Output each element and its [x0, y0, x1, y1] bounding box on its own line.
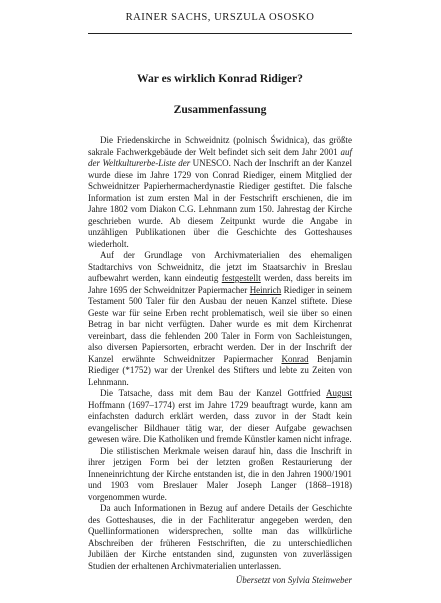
text-run: Hoffmann (1697–1774) erst im Jahre 1729 beauftragt wurde, kann am einfachsten dadurch erklärt werden, dass zuvor in der Stadt kein evangelischer Bildhauer tätig war, der dieser Aufgabe gewachsen gewesen wäre. Die Katholiken und fremde Künstler kamen nicht infrage.: [88, 399, 352, 444]
translator-credit: Übersetzt von Sylvia Steinweber: [235, 575, 352, 585]
underlined-run: August: [325, 388, 352, 398]
underlined-run: Konrad: [281, 353, 309, 364]
section-title: Zusammenfassung: [173, 103, 267, 116]
paragraph-1: [88, 135, 352, 250]
italic-run: auf der Weltkulturerbe-Liste der: [88, 146, 352, 168]
text-run: UNESCO. Nach der Inschrift an der Kanzel wurde diese im Jahre 1729 von Conrad Riediger, einem Mitglied der Schweidnitzer Papierhermacherdynastie Riediger gestiftet. Die falsche Information ist zum ersten Mal in der Festschrift erschienen, die im Jahre 1802 vom Diakon C.G. Lehnmann zum 150. Jahrestag der Kirche geschrieben wurde. Ab diesem Zeitpunkt wurde die Angabe in unzähligen Publikationen über die Geschichte des Gotteshauses wiederholt.: [88, 158, 352, 249]
underlined-run: festgestellt: [221, 273, 261, 283]
text-run: Riediger in seinem Testament 500 Taler für den Ausbau der neuen Kanzel stiftete. Diese Geste war für seine Erben recht problematisch, weil sie über so einen Betrag in bar nicht verfügten. Daher wurde es mit dem Kirchenrat vereinbart, dass die fehlenden 200 Taler in Form von Sachleistungen, also diversen Papiersorten, erbracht werden. Der in der Inschrift der Kanzel erwähnte Schweidnitzer Papiermacher: [88, 284, 353, 364]
running-head: RAINER SACHS, URSZULA OSOSKO: [125, 12, 315, 23]
underlined-run: Heinrich: [249, 284, 282, 295]
text-run: Die Tatsache, dass mit dem Bau der Kanzel Gottfried: [100, 388, 326, 398]
paragraph-3: [88, 388, 352, 446]
abstract-body: [88, 135, 352, 572]
paragraph-5: Da auch Informationen in Bezug auf andere Details der Geschichte des Gotteshauses, die in der Fachliteratur angegeben werden, den Quellinformationen widersprechen, sollte man das willkürliche Abschreiben der früheren Festschriften, die zu unterschiedlichen Jubiläen der Kirche entstanden sind, zugunsten von zuverlässigen Studien der erhaltenen Archivmaterialien unterlassen.: [88, 503, 352, 571]
text-run: Auf der Grundlage von Archivmaterialien des ehemaligen Stadtarchivs von Schweidnitz, die jetzt im Staatsarchiv in Breslau aufbewahrt werden, kann eindeutig: [88, 250, 352, 283]
article-title: War es wirklich Konrad Ridiger?: [137, 72, 303, 85]
header-rule: [88, 33, 352, 34]
text-run: Die Friedenskirche in Schweidnitz (polnisch Świdnica), das größte sakrale Fachwerkgebäude der Welt befindet sich seit dem Jahr 2001: [88, 135, 352, 157]
text-run: Benjamin Riediger (*1752) war der Urenkel des Stifters und lebte zu Zeiten von Lehnmann.: [88, 353, 352, 387]
paragraph-2: [88, 250, 352, 388]
text-run: werden, dass bereits im Jahre 1695 der Schweidnitzer Papiermacher: [88, 273, 352, 295]
paragraph-4: Die stilistischen Merkmale weisen darauf hin, dass die Inschrift in ihrer jetzigen Form bei der letzten großen Restaurierung der Inneneinrichtung der Kirche entstanden ist, die in den Jahren 1900/1901 und 1903 vom Breslauer Maler Joseph Langer (1868–1918) vorgenommen wurde.: [88, 445, 352, 502]
